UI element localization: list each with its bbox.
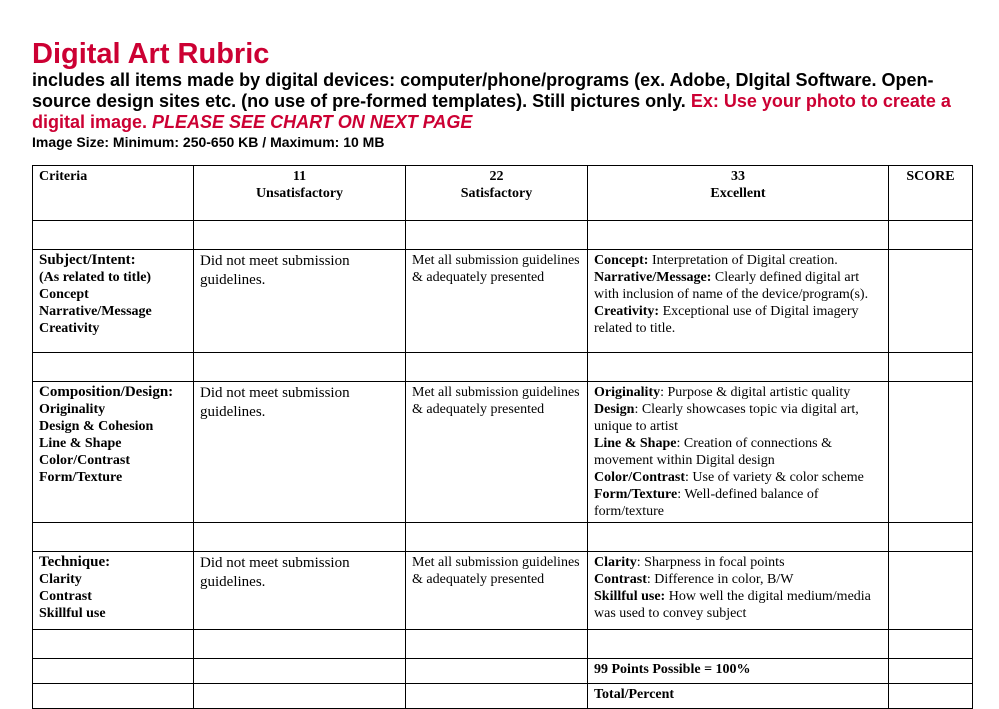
criteria-cell bbox=[33, 250, 194, 353]
score-header: SCORE bbox=[889, 166, 973, 221]
empty-cell bbox=[889, 659, 973, 684]
unsatisfactory-header bbox=[194, 166, 406, 221]
criteria-title: Composition/Design: bbox=[39, 384, 174, 400]
spacer-cell bbox=[889, 353, 973, 382]
spacer-cell bbox=[406, 523, 588, 552]
criteria-header: Criteria bbox=[33, 166, 194, 221]
excellent-text: How well the digital medium/media was used to convey subject bbox=[594, 589, 871, 621]
spacer-row bbox=[33, 221, 973, 250]
empty-cell bbox=[194, 684, 406, 709]
excellent-term: Concept: bbox=[594, 253, 649, 268]
unsatisfactory-cell: Did not meet submission guidelines. bbox=[194, 250, 406, 353]
criteria-item: Originality bbox=[39, 402, 106, 417]
excellent-text: : Well-defined balance of form/texture bbox=[594, 487, 819, 519]
excellent-term: Form/Texture bbox=[594, 487, 678, 502]
excellent-points: 33 bbox=[731, 169, 745, 184]
excellent-text: Clearly defined digital art with inclusion of name of the device/program(s). bbox=[594, 270, 869, 302]
spacer-row bbox=[33, 630, 973, 659]
description bbox=[32, 70, 982, 133]
spacer-cell bbox=[194, 523, 406, 552]
points-possible-row bbox=[33, 659, 973, 684]
excellent-term: Originality bbox=[594, 385, 661, 400]
criteria-cell bbox=[33, 552, 194, 630]
criteria-item: Line & Shape bbox=[39, 436, 122, 451]
unsatisfactory-label: Unsatisfactory bbox=[255, 186, 344, 201]
satisfactory-cell: Met all submission guidelines & adequately presented bbox=[406, 250, 588, 353]
spacer-cell bbox=[406, 221, 588, 250]
excellent-term: Clarity bbox=[594, 555, 637, 570]
empty-cell bbox=[33, 659, 194, 684]
criteria-item: Concept bbox=[39, 287, 89, 302]
criteria-item: Form/Texture bbox=[39, 470, 123, 485]
unsatisfactory-points: 11 bbox=[292, 169, 307, 184]
spacer-cell bbox=[588, 630, 889, 659]
rubric-row-composition bbox=[33, 382, 973, 523]
excellent-text: : Use of variety & color scheme bbox=[685, 470, 864, 485]
satisfactory-cell: Met all submission guidelines & adequately presented bbox=[406, 382, 588, 523]
score-cell bbox=[889, 382, 973, 523]
criteria-item: Contrast bbox=[39, 589, 92, 604]
excellent-term: Color/Contrast bbox=[594, 470, 685, 485]
rubric-table bbox=[32, 165, 973, 709]
spacer-row bbox=[33, 523, 973, 552]
rubric-row-subject bbox=[33, 250, 973, 353]
spacer-cell bbox=[588, 221, 889, 250]
excellent-term: Skillful use: bbox=[594, 589, 666, 604]
header-row bbox=[33, 166, 973, 221]
spacer-cell bbox=[194, 630, 406, 659]
excellent-text: : Creation of connections & movement within Digital design bbox=[594, 436, 832, 468]
spacer-cell bbox=[406, 630, 588, 659]
spacer-cell bbox=[588, 353, 889, 382]
spacer-cell bbox=[889, 630, 973, 659]
criteria-item: Narrative/Message bbox=[39, 304, 152, 319]
excellent-cell bbox=[588, 250, 889, 353]
criteria-item: (As related to title) bbox=[39, 270, 152, 285]
page-title: Digital Art Rubric bbox=[32, 38, 270, 70]
spacer-cell bbox=[194, 353, 406, 382]
spacer-cell bbox=[33, 353, 194, 382]
description-example: Ex: Use your photo to create a digital image. bbox=[32, 91, 951, 132]
excellent-text: Interpretation of Digital creation. bbox=[648, 253, 838, 268]
description-note: PLEASE SEE CHART ON NEXT PAGE bbox=[152, 112, 473, 132]
criteria-item: Design & Cohesion bbox=[39, 419, 154, 434]
spacer-cell bbox=[33, 221, 194, 250]
unsatisfactory-cell: Did not meet submission guidelines. bbox=[194, 382, 406, 523]
excellent-term: Narrative/Message: bbox=[594, 270, 712, 285]
rubric-row-technique bbox=[33, 552, 973, 630]
excellent-text: Exceptional use of Digital imagery related to title. bbox=[594, 304, 859, 336]
spacer-cell bbox=[889, 523, 973, 552]
score-cell bbox=[889, 250, 973, 353]
criteria-item: Skillful use bbox=[39, 606, 106, 621]
excellent-text: : Sharpness in focal points bbox=[636, 555, 785, 570]
score-cell bbox=[889, 552, 973, 630]
satisfactory-header bbox=[406, 166, 588, 221]
excellent-text: : Difference in color, B/W bbox=[646, 572, 794, 587]
excellent-cell bbox=[588, 552, 889, 630]
criteria-cell bbox=[33, 382, 194, 523]
excellent-term: Design bbox=[594, 402, 635, 417]
description-main: includes all items made by digital devices: computer/phone/programs (ex. Adobe, DIgital Software. Open-source design sites etc. (no use of pre-formed templates). Still pictures only. bbox=[32, 70, 934, 111]
excellent-cell bbox=[588, 382, 889, 523]
criteria-item: Clarity bbox=[39, 572, 82, 587]
satisfactory-label: Satisfactory bbox=[460, 186, 533, 201]
criteria-item: Creativity bbox=[39, 321, 100, 336]
spacer-cell bbox=[588, 523, 889, 552]
excellent-text: : Clearly showcases topic via digital art, unique to artist bbox=[594, 402, 859, 434]
excellent-label: Excellent bbox=[710, 186, 766, 201]
spacer-cell bbox=[33, 523, 194, 552]
excellent-text: : Purpose & digital artistic quality bbox=[660, 385, 851, 400]
empty-cell bbox=[406, 684, 588, 709]
points-possible: 99 Points Possible = 100% bbox=[588, 659, 889, 684]
criteria-item: Color/Contrast bbox=[39, 453, 130, 468]
spacer-cell bbox=[406, 353, 588, 382]
total-score-cell bbox=[889, 684, 973, 709]
empty-cell bbox=[33, 684, 194, 709]
image-size-info: Image Size: Minimum: 250-650 KB / Maximum: 10 MB bbox=[32, 134, 385, 150]
criteria-title: Subject/Intent: bbox=[39, 252, 136, 268]
total-row bbox=[33, 684, 973, 709]
excellent-term: Contrast bbox=[594, 572, 647, 587]
document-header bbox=[32, 38, 982, 152]
spacer-cell bbox=[889, 221, 973, 250]
spacer-cell bbox=[194, 221, 406, 250]
spacer-row bbox=[33, 353, 973, 382]
empty-cell bbox=[406, 659, 588, 684]
empty-cell bbox=[194, 659, 406, 684]
satisfactory-points: 22 bbox=[489, 169, 504, 184]
excellent-term: Creativity: bbox=[594, 304, 660, 319]
unsatisfactory-cell: Did not meet submission guidelines. bbox=[194, 552, 406, 630]
excellent-term: Line & Shape bbox=[594, 436, 677, 451]
total-percent-label: Total/Percent bbox=[588, 684, 889, 709]
satisfactory-cell: Met all submission guidelines & adequately presented bbox=[406, 552, 588, 630]
excellent-header bbox=[588, 166, 889, 221]
criteria-title: Technique: bbox=[39, 554, 111, 570]
spacer-cell bbox=[33, 630, 194, 659]
